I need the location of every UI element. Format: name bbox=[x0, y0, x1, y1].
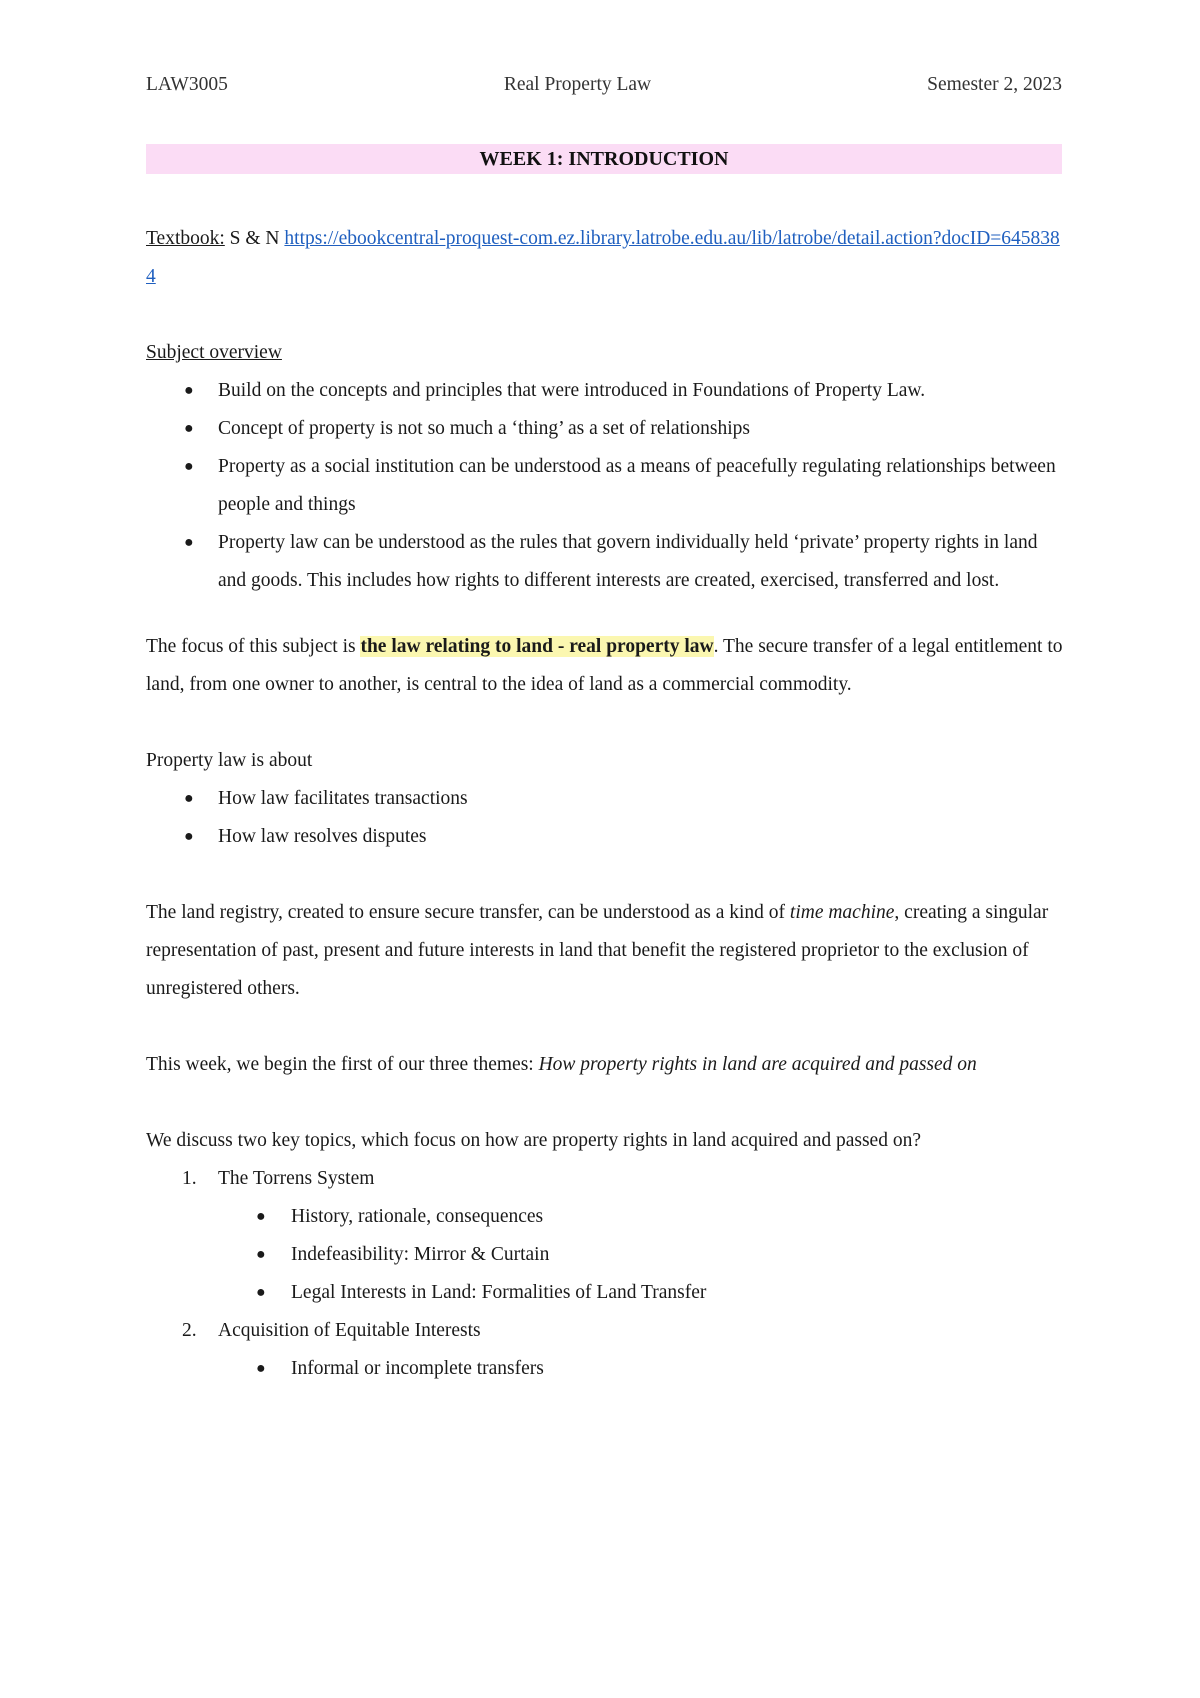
course-code: LAW3005 bbox=[146, 74, 228, 95]
focus-paragraph: The focus of this subject is the law relating to land - real property law. The secure transfer of a legal entitlement to land, from one owner to another, is central to the idea of land as a commercial commodity. bbox=[146, 636, 1063, 695]
themes-paragraph: This week, we begin the first of our three themes: How property rights in land are acquired and passed on bbox=[146, 1054, 977, 1075]
topic-item bbox=[146, 1312, 1064, 1350]
bullet-icon: ● bbox=[184, 790, 194, 807]
bullet-icon: ● bbox=[256, 1208, 266, 1225]
topic-number: 1. bbox=[182, 1168, 197, 1189]
bullet-icon: ● bbox=[256, 1284, 266, 1301]
textbook-text: S & N bbox=[224, 228, 285, 249]
theme-title: How property rights in land are acquired and passed on bbox=[538, 1054, 977, 1075]
time-machine-term: time machine bbox=[789, 902, 895, 923]
topic-1-sublist bbox=[146, 1198, 1064, 1312]
list-item: ● History, rationale, consequences bbox=[146, 1198, 1064, 1236]
list-item: ● Property law can be understood as the rules that govern individually held ‘private’ property rights in land and goods. This includes how rights to different interests are created, exercised, transferred and lost. bbox=[146, 524, 1064, 600]
topics-list-continued bbox=[146, 1312, 1064, 1350]
subject-name: Real Property Law bbox=[503, 74, 652, 95]
textbook-label: Textbook: bbox=[146, 228, 225, 249]
list-item: ● Property as a social institution can be understood as a means of peacefully regulating relationships between people and things bbox=[146, 448, 1064, 524]
list-item: ● How law facilitates transactions bbox=[146, 780, 1064, 818]
bullet-icon: ● bbox=[184, 382, 194, 399]
bullet-icon: ● bbox=[184, 458, 194, 475]
document-body bbox=[146, 220, 1064, 1388]
bullet-icon: ● bbox=[184, 420, 194, 437]
bullet-icon: ● bbox=[256, 1246, 266, 1263]
about-list bbox=[146, 780, 1064, 856]
overview-list bbox=[146, 372, 1064, 600]
list-item: ● Build on the concepts and principles that were introduced in Foundations of Property Law. bbox=[146, 372, 1064, 410]
list-item: ● How law resolves disputes bbox=[146, 818, 1064, 856]
list-item: ● Concept of property is not so much a ‘thing’ as a set of relationships bbox=[146, 410, 1064, 448]
semester-label: Semester 2, 2023 bbox=[927, 74, 1062, 95]
bullet-icon: ● bbox=[184, 534, 194, 551]
topic-label: The Torrens System bbox=[218, 1168, 375, 1189]
topic-number: 2. bbox=[182, 1320, 197, 1341]
topic-2-sublist bbox=[146, 1350, 1064, 1388]
list-item: ● Indefeasibility: Mirror & Curtain bbox=[146, 1236, 1064, 1274]
page-header bbox=[146, 66, 1062, 104]
textbook-link[interactable]: https://ebookcentral-proquest-com.ez.library.latrobe.edu.au/lib/latrobe/detail.action?docID=6458384 bbox=[146, 228, 1060, 287]
list-item: ● Informal or incomplete transfers bbox=[146, 1350, 1064, 1388]
bullet-icon: ● bbox=[184, 828, 194, 845]
registry-paragraph: The land registry, created to ensure secure transfer, can be understood as a kind of time machine, creating a singular representation of past, present and future interests in land that benefit the registered proprietor to the exclusion of unregistered others. bbox=[146, 902, 1049, 999]
focus-highlight: the law relating to land - real property law bbox=[360, 636, 714, 657]
about-heading: Property law is about bbox=[146, 750, 313, 771]
week-title: WEEK 1: INTRODUCTION bbox=[146, 144, 1062, 174]
bullet-icon: ● bbox=[256, 1360, 266, 1377]
list-item: ● Legal Interests in Land: Formalities of Land Transfer bbox=[146, 1274, 1064, 1312]
overview-heading: Subject overview bbox=[146, 342, 282, 363]
topic-label: Acquisition of Equitable Interests bbox=[218, 1320, 481, 1341]
topic-item bbox=[146, 1160, 1064, 1198]
textbook-paragraph bbox=[146, 220, 1064, 296]
topics-list bbox=[146, 1160, 1064, 1198]
topics-intro: We discuss two key topics, which focus on how are property rights in land acquired and passed on? bbox=[146, 1130, 921, 1151]
